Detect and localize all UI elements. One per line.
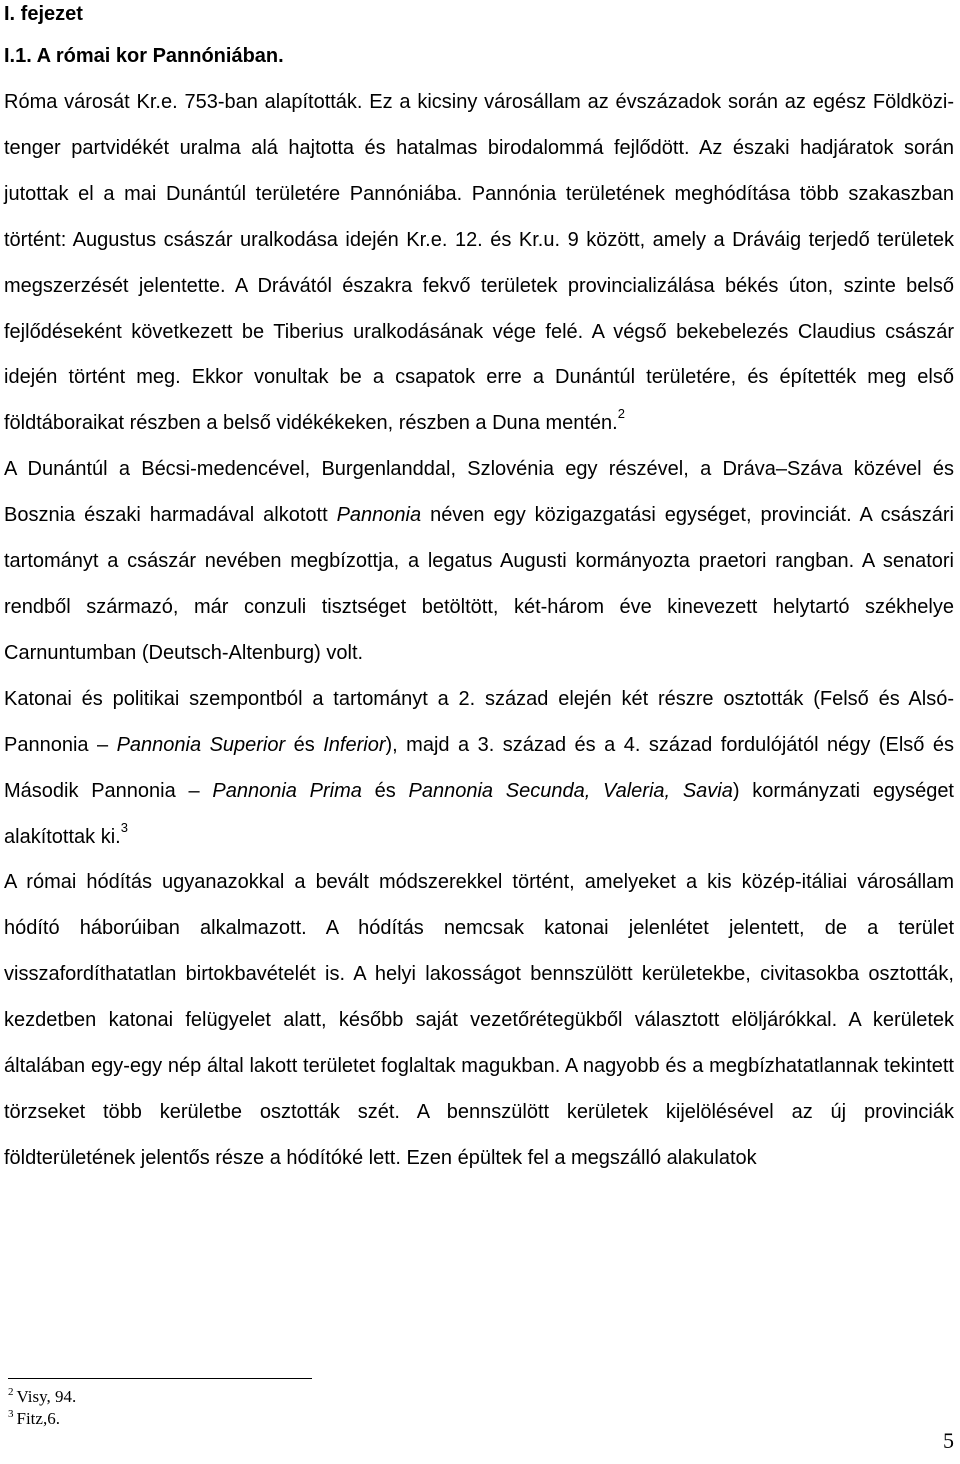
footnote-3-text: Fitz,6. xyxy=(16,1409,60,1428)
paragraph-4: A római hódítás ugyanazokkal a bevált módszerekkel történt, amelyeket a kis közép-itáliai városállam hódító háborúiban alkalmazott. A hódítás nemcsak katonai jelenlétet jelentett, de a terület visszafordíthatatlan birtokbavételét is. A helyi lakosságot bennszülött kerületekbe, civitasokba osztották, kezdetben katonai felügyelet alatt, később saját vezetőrétegükből választott elöljárókkal. A kerületek általában egy-egy nép által lakott területet foglaltak magukban. A nagyobb és a megbízhatatlannak tekintett törzseket több kerületbe osztották szét. A bennszülött kerületek kijelölésével az új provinciák földterületének jelentős része a hódítóké lett. Ezen épültek fel a megszálló alakulatok xyxy=(4,871,954,1169)
paragraph-1-text-a: Róma városát Kr.e. 753-ban alapították. Ez a kicsiny városállam az évszázadok során az egész Földközi-tenger partvidékét uralma alá hajtotta és hatalmas birodalommá fejlődött. Az északi hadjáratok során jutottak el a mai Dunántúl területére Pannóniába. Pannónia területének meghódítása több szakaszban történt: Augustus császár uralkodása idején Kr.e. 12. és Kr.u. xyxy=(4,91,954,251)
paragraph-3-text-b: és xyxy=(285,733,324,756)
paragraph-3-text-a: Katonai és politikai szempontból a tartományt a 2. század elején két részre osztották (Felső és Alsó-Pannonia – xyxy=(4,687,954,756)
footnote-ref-2[interactable]: 2 xyxy=(617,406,625,422)
paragraph-3-text-e: ) kormányzati egységet alakítottak ki. xyxy=(4,779,954,848)
section-heading: I.1. A római kor Pannóniában. xyxy=(4,45,284,67)
paragraph-3-text-c: ), majd a 3. század és a 4. század fordulójától négy (Első és Második Pannonia – xyxy=(4,733,954,802)
chapter-heading: I. fejezet xyxy=(4,3,83,25)
paragraph-2 xyxy=(4,447,954,677)
paragraph-1 xyxy=(4,80,954,447)
paragraph-2-italic: Pannonia xyxy=(336,504,422,527)
paragraph-3-text-d: és xyxy=(361,779,409,802)
footnote-separator xyxy=(8,1378,312,1379)
paragraph-3-italic-4: Pannonia Secunda, Valeria, Savia xyxy=(408,779,733,802)
paragraph-3-italic-2: Inferior xyxy=(323,733,386,756)
page-number: 5 xyxy=(943,1428,954,1453)
paragraph-3 xyxy=(4,677,954,861)
footnote-2 xyxy=(8,1386,76,1408)
footnote-3-number: 3 xyxy=(8,1408,14,1420)
paragraph-2-text-b: néven egy közigazgatási egységet, provinciát. A császári tartományt a császár nevében megbízottja, a legatus Augusti kormányozta praetori rangban. A senatori rendből származó, már conzuli tisztséget betöltött, két-három éve kinevezett helytartó székhelye Carnuntumban (Deutsch-Altenburg) volt. xyxy=(4,504,954,664)
footnote-2-text: Visy, 94. xyxy=(16,1387,77,1406)
footnote-2-number: 2 xyxy=(8,1386,14,1398)
body-text xyxy=(4,80,954,1182)
paragraph-2-text-a: A Dunántúl a Bécsi-medencével, Burgenlanddal, Szlovénia egy részével, a Dráva–Száva közével és Bosznia északi harmadával alkotott xyxy=(4,458,954,527)
footnote-3 xyxy=(8,1408,76,1430)
paragraph-3-italic-3: Pannonia Prima xyxy=(212,779,362,802)
paragraph-3-italic-1: Pannonia Superior xyxy=(116,733,286,756)
paragraph-1-text-b: 9 között, amely a Dráváig terjedő területek megszerzését jelentette. A Drávától északra fekvő területek provincializálása békés úton, szinte belső fejlődéseként következett be Tiberius uralkodásának vége felé. A végső bekebelezés Claudius császár idején történt meg. Ekkor vonultak be a csapatok erre a Dunántúl területére, és építették meg első földtáboraikat részben a belső vidékékeken, részben a Duna mentén. xyxy=(4,228,954,435)
footnote-ref-3[interactable]: 3 xyxy=(120,819,128,835)
footnotes xyxy=(8,1386,76,1430)
